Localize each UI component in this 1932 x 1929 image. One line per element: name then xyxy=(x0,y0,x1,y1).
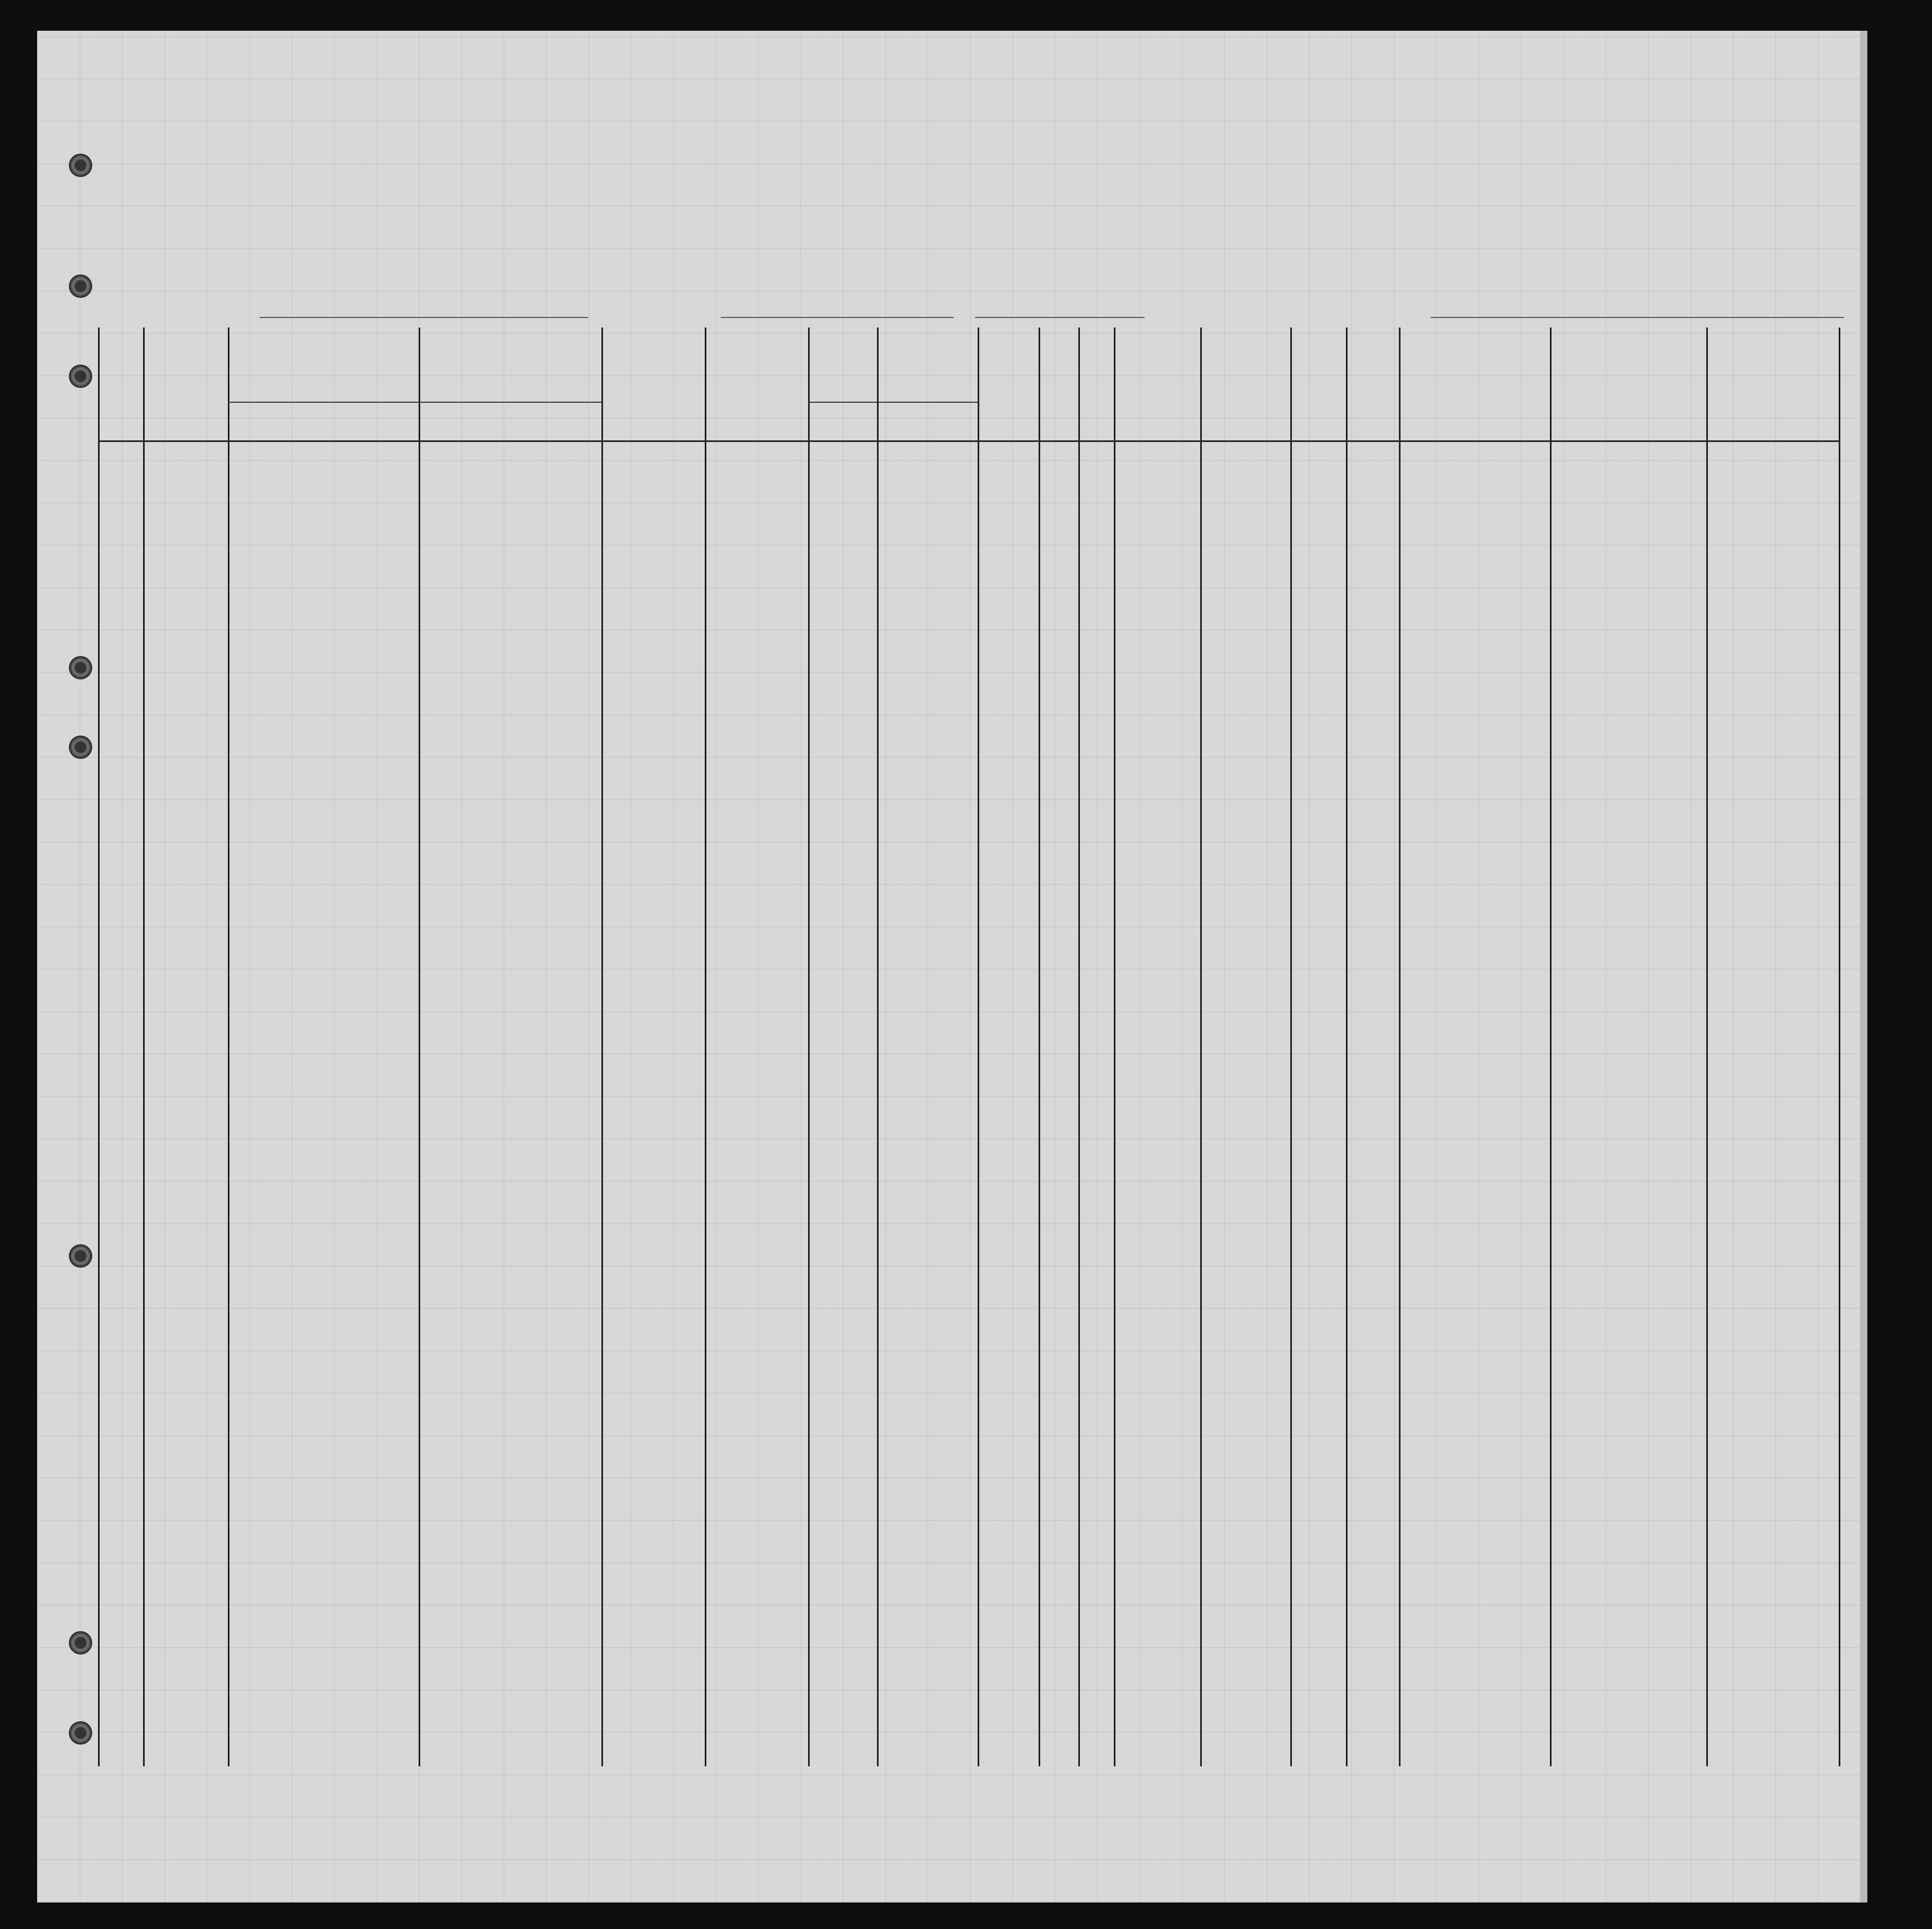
column-rule xyxy=(1706,328,1708,1766)
column-rule xyxy=(808,328,810,1766)
column-rule xyxy=(1114,328,1115,1766)
column-rule xyxy=(98,328,100,1766)
column-rule xyxy=(1839,328,1840,1766)
header-rule xyxy=(98,440,1839,442)
column-rule xyxy=(1039,328,1040,1766)
punch-hole xyxy=(69,1721,92,1745)
shipped-split-rule xyxy=(877,402,879,1766)
column-rule xyxy=(143,328,145,1766)
column-rule xyxy=(1290,328,1292,1766)
column-rule xyxy=(1550,328,1552,1766)
column-rule xyxy=(1078,328,1080,1766)
column-rule xyxy=(978,328,979,1766)
punch-hole xyxy=(69,736,92,759)
fill-line xyxy=(260,317,588,318)
punch-hole xyxy=(69,365,92,388)
punch-hole xyxy=(69,1631,92,1654)
punch-hole xyxy=(69,275,92,298)
punch-hole xyxy=(69,154,92,177)
name-split-rule xyxy=(419,402,420,1766)
column-rule xyxy=(601,328,603,1766)
manifest-sheet xyxy=(37,31,1867,1903)
punch-hole xyxy=(69,656,92,679)
crew-table xyxy=(98,328,1839,1758)
column-rule xyxy=(1200,328,1202,1766)
sheet-number xyxy=(1738,139,1743,164)
fill-line xyxy=(975,317,1145,318)
fill-line xyxy=(721,317,954,318)
name-subheader-rule xyxy=(228,402,601,403)
fill-line xyxy=(1431,317,1844,318)
column-rule xyxy=(1399,328,1401,1766)
column-rule xyxy=(228,328,229,1766)
punch-hole xyxy=(69,1244,92,1268)
column-rule xyxy=(705,328,706,1766)
column-rule xyxy=(1346,328,1348,1766)
shipped-subheader-rule xyxy=(808,402,978,403)
